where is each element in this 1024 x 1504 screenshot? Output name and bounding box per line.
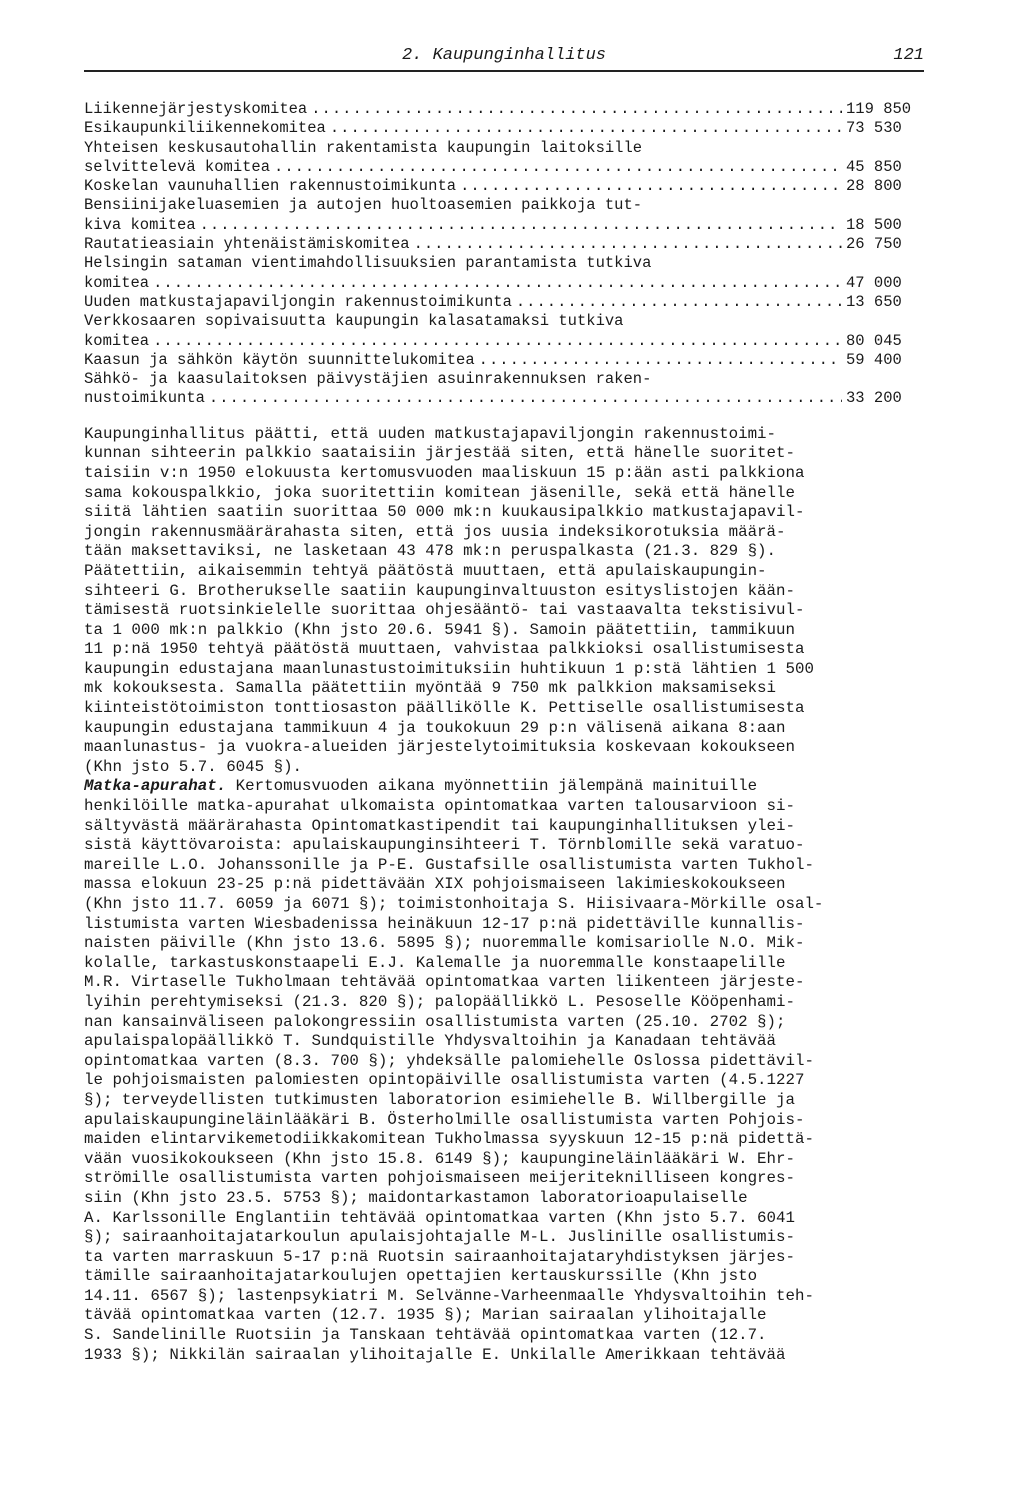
line-text: kaupungin edustajana maanlunastustoimituksiin huhtikuun 1 p:stä lähtien 1 500 [84,659,814,678]
text-line [84,797,924,817]
line-text: apulaiskaupungineläinlääkäri B. Österholmille osallistumista varten Pohjois- [84,1110,805,1129]
text-line [84,1091,924,1111]
committee-name: Esikaupunkiliikennekomitea [84,119,326,138]
committee-name: Koskelan vaunuhallien rakennustoimikunta [84,177,457,196]
committee-amount: 73 530 [846,119,902,138]
committee-line [84,254,924,273]
line-text: (Khn jsto 11.7. 6059 ja 6071 §); toimistonhoitaja S. Hiisivaara-Mörkille osal- [84,895,824,913]
text-line [84,621,924,641]
text-line [84,444,924,464]
line-text: vään vuosikokoukseen (Khn jsto 15.8. 6149 §); kaupungineläinlääkäri W. Ehr- [84,1149,795,1168]
committee-amount: 119 850 [846,100,912,118]
line-text: kolalle, tarkastuskonstaapeli E.J. Kalemalle ja nuoremmalle konstaapelille [84,953,786,972]
text-line [84,699,924,719]
line-text: jongin rakennusmäärärahasta siten, että jos uusia indeksikorotuksia määrä- [84,522,786,541]
text-line [84,640,924,660]
text-line [84,1326,924,1346]
text-line [84,1346,924,1366]
committee-name: Kaasun ja sähkön käytön suunnittelukomitea [84,350,475,369]
committee-entry [84,254,924,293]
line-text: ta 1 000 mk:n palkkio (Khn jsto 20.6. 5941 §). Samoin päätettiin, tammikuun [84,620,795,639]
committee-entry [84,312,924,351]
committee-line [84,332,924,351]
committee-entry [84,100,924,119]
text-line [84,1169,924,1189]
committee-line [84,235,924,254]
line-text: strömille osallistumista varten pohjoismaiseen meijeriteknilliseen kongres- [84,1169,795,1188]
committee-name: kiva komitea [84,215,196,234]
text-line [84,562,924,582]
line-text: Päätettiin, aikaisemmin tehtyä päätöstä muuttaen, että apulaiskaupungin- [84,561,767,580]
text-line [84,601,924,621]
text-line [84,1071,924,1091]
committee-entry [84,177,924,196]
committee-name: Yhteisen keskusautohallin rakentamista kaupungin laitoksille [84,138,643,157]
line-text: naisten päiville (Khn jsto 13.6. 5895 §); nuoremmalle komisariolle N.O. Mik- [84,934,805,953]
line-text: siin (Khn jsto 23.5. 5753 §); maidontarkastamon laboratorioapulaiselle [84,1188,748,1207]
text-line [84,875,924,895]
committee-amount: 59 400 [846,350,902,369]
line-text: lyihin perehtymiseksi (21.3. 820 §); palopäällikkö L. Pesoselle Kööpenhami- [84,992,795,1011]
committee-name: Verkkosaaren sopivaisuutta kaupungin kalasatamaksi tutkiva [84,312,624,331]
committee-line [84,312,924,331]
document-page [84,40,924,1365]
line-text: tämille sairaanhoitajatarkoulujen opettajien kertauskurssille (Khn jsto [84,1267,758,1286]
line-text: sihteeri G. Brotherukselle saatiin kaupunginvaltuuston esityslistojen kään- [84,581,795,600]
leader-dots [153,274,842,293]
committee-amount: 18 500 [846,215,902,234]
text-line [84,738,924,758]
line-text: S. Sandelinille Ruotsiin ja Tanskaan tehtävää opintomatkaa varten (12.7. [84,1326,767,1345]
committee-name: komitea [84,331,150,350]
line-text: le pohjoismaisten palomiesten opintopäiville osallistumista varten (4.5.1227 [84,1071,805,1090]
line-text: sistä käyttövaroista: apulaiskaupunginsihteeri T. Törnblomille sekä varatuo- [84,836,805,855]
text-line [84,425,924,445]
committee-line [84,389,924,408]
committee-entry [84,293,924,312]
line-text: listumista varten Wiesbadenissa heinäkuun 12-17 p:nä pidettäville kunnallis- [84,914,805,933]
line-text: kaupungin edustajana tammikuun 4 ja toukokuun 29 p:n välisenä aikana 8:aan [84,718,786,737]
line-text: 14.11. 6567 §); lastenpsykiatri M. Selvänne-Varheenmaalle Yhdysvaltoihin teh- [84,1286,814,1305]
committee-line [84,351,924,370]
leader-dots [311,100,842,119]
leader-dots [516,293,842,312]
line-text: opintomatkaa varten (8.3. 700 §); yhdeksälle palomiehelle Oslossa pidettävil- [84,1051,814,1070]
text-line [84,1032,924,1052]
text-line [84,660,924,680]
text-line [84,934,924,954]
committee-line [84,293,924,312]
committee-amount: 26 750 [846,235,902,254]
text-line [84,679,924,699]
line-text: mk kokouksesta. Samalla päätettiin myöntää 9 750 mk palkkion maksamiseksi [84,679,777,698]
line-text: henkilöille matka-apurahat ulkomaista opintomatkaa varten talousarvioon si- [84,797,795,816]
text-line [84,1248,924,1268]
committee-entry [84,351,924,370]
leader-dots [479,351,842,370]
line-text: A. Karlssonille Englantiin tehtävää opintomatkaa varten (Khn jsto 5.7. 6041 [84,1208,795,1227]
committee-line [84,139,924,158]
text-line [84,817,924,837]
committee-name: Bensiinijakeluasemien ja autojen huoltoasemien paikkoja tut- [84,196,643,215]
committee-entry [84,235,924,254]
text-line [84,523,924,543]
committee-entry [84,370,924,409]
committee-line [84,100,924,119]
committee-cost-list [84,100,924,409]
leader-dots [460,177,842,196]
text-line [84,1267,924,1287]
line-text: apulaispalopäällikkö T. Sundquistille Yhdysvaltoihin ja Kanadaan tehtävää [84,1032,777,1051]
committee-name: Rautatieasiain yhtenäistämiskomitea [84,235,410,254]
line-text: massa elokuun 23-25 p:nä pidettävään XIX pohjoismaiseen lakimieskokoukseen [84,875,786,894]
line-text: ta varten marraskuun 5-17 p:nä Ruotsin sairaanhoitajataryhdistyksen järjes- [84,1247,795,1266]
committee-name: nustoimikunta [84,389,205,408]
leader-dots [414,235,842,254]
committee-amount: 13 650 [846,292,902,311]
leader-dots [209,389,842,408]
committee-line [84,119,924,138]
text-line [84,836,924,856]
text-line [84,1287,924,1307]
committee-entry [84,119,924,138]
line-text: sama kokouspalkkio, joka suoritettiin komitean jäsenille, sekä että hänelle [84,483,795,502]
line-text: Kertomusvuoden aikana myönnettiin jälempänä mainituille [226,777,758,796]
text-line [84,1228,924,1248]
text-line [84,542,924,562]
committee-name: komitea [84,273,150,292]
line-text: M.R. Virtaselle Tukholmaan tehtävää opintomatkaa varten liikenteen järjeste- [84,973,805,992]
committee-amount: 80 045 [846,331,902,350]
leader-dots [153,332,842,351]
committee-name: Liikennejärjestyskomitea [84,100,308,118]
text-line [84,484,924,504]
line-text: tään maksettaviksi, ne lasketaan 43 478 mk:n peruspalkasta (21.3. 829 §). [84,542,777,561]
committee-entry [84,196,924,235]
text-line [84,1150,924,1170]
text-line [84,915,924,935]
line-text: taisiin v:n 1950 elokuusta kertomusvuoden maaliskuun 15 p:ään asti palkkiona [84,463,805,482]
committee-amount: 47 000 [846,273,902,292]
committee-line [84,370,924,389]
text-line [84,895,924,915]
line-text: siitä lähtien saatiin suorittaa 50 000 mk:n kuukausipalkkio matkustajapavil- [84,503,805,522]
line-text: nan kansainväliseen palokongressiin osallistumista varten (25.10. 2702 §); [84,1012,786,1031]
line-text: Kaupunginhallitus päätti, että uuden matkustajapaviljongin rakennustoimi- [84,424,777,443]
running-title: 2. Kaupunginhallitus [401,46,607,65]
committee-amount: 33 200 [846,389,902,408]
line-text: tävää opintomatkaa varten (12.7. 1935 §); Marian sairaalan ylihoitajalle [84,1306,767,1325]
text-line [84,1306,924,1326]
body-text [84,425,924,1366]
committee-line [84,158,924,177]
line-text: tämisestä ruotsinkielelle suorittaa ohjesääntö- tai vastaavalta tekstisivul- [84,601,805,620]
line-text: (Khn jsto 5.7. 6045 §). [84,757,303,776]
line-text: sältyvästä määrärahasta Opintomatkastipendit tai kaupunginhallituksen ylei- [84,816,795,835]
line-text: §); terveydellisten tutkimusten laboratorion esimiehelle B. Willbergille ja [84,1090,795,1109]
page-number: 121 [893,46,924,65]
line-text: maiden elintarvikemetodiikkakomitean Tukholmassa syyskuun 12-15 p:nä pidettä- [84,1130,814,1149]
line-text: mareille L.O. Johanssonille ja P-E. Gustafsille osallistumista varten Tukhol- [84,855,814,874]
committee-line [84,216,924,235]
text-line [84,1130,924,1150]
committee-line [84,274,924,293]
committee-name: selvittelevä komitea [84,157,271,176]
line-text: maanlunastus- ja vuokra-alueiden järjestelytoimituksia koskevaan kokoukseen [84,738,795,757]
line-text: kiinteistötoimiston tonttiosaston päällikölle K. Pettiselle osallistumisesta [84,699,805,718]
text-line [84,856,924,876]
text-line [84,973,924,993]
text-line [84,582,924,602]
committee-entry [84,139,924,178]
section-subheading: Matka-apurahat. [84,777,227,796]
text-line [84,1111,924,1131]
text-line [84,758,924,778]
line-text: kunnan sihteerin palkkio saataisiin järjestää siten, että hänelle suoritet- [84,444,795,463]
text-line [84,1209,924,1229]
text-line [84,1052,924,1072]
text-line [84,1189,924,1209]
leader-dots [200,216,842,235]
line-text: 1933 §); Nikkilän sairaalan ylihoitajalle E. Unkilalle Amerikkaan tehtävää [84,1345,786,1364]
line-text: §); sairaanhoitajatarkoulun apulaisjohtajalle M-L. Juslinille osallistumis- [84,1228,795,1247]
text-line [84,719,924,739]
committee-name: Helsingin sataman vientimahdollisuuksien parantamista tutkiva [84,254,652,273]
text-line [84,993,924,1013]
leader-dots [274,158,842,177]
text-line [84,464,924,484]
committee-line [84,177,924,196]
text-line [84,503,924,523]
committee-amount: 45 850 [846,157,902,176]
line-text: 11 p:nä 1950 tehtyä päätöstä muuttaen, vahvistaa palkkioksi osallistumisesta [84,640,805,659]
text-line [84,1013,924,1033]
text-line [84,777,924,797]
committee-line [84,196,924,215]
committee-amount: 28 800 [846,177,902,196]
committee-name: Sähkö- ja kaasulaitoksen päivystäjien asuinrakennuksen raken- [84,370,652,389]
text-line [84,954,924,974]
leader-dots [330,119,842,138]
page-header [84,40,924,72]
committee-name: Uuden matkustajapaviljongin rakennustoimikunta [84,292,512,311]
